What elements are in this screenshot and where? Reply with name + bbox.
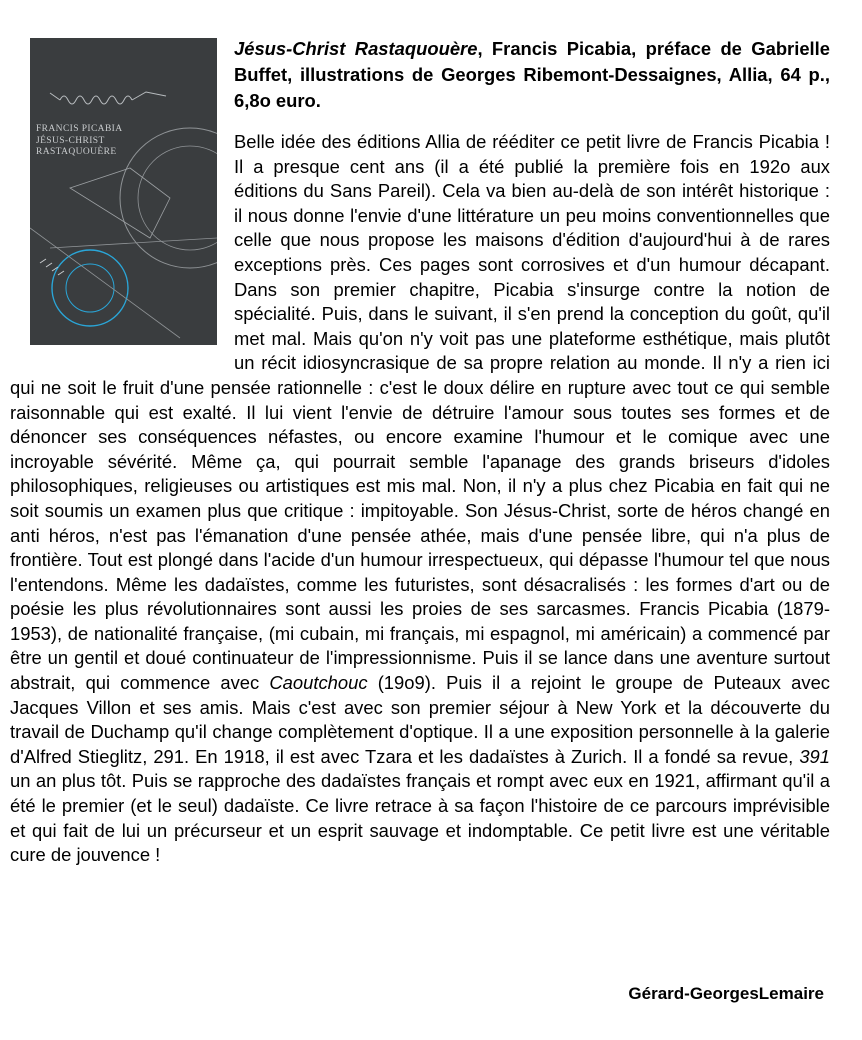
cover-title-line2: RASTAQUOUÈRE — [36, 147, 117, 157]
artwork-title: Caoutchouc — [269, 672, 368, 694]
author-signature: Gérard-GeorgesLemaire — [628, 984, 824, 1003]
cover-title — [36, 124, 123, 159]
review-article — [10, 36, 830, 868]
book-details: , Francis Picabia, préface de Gabrielle Buffet, illustrations de Georges Ribemont-Dessaignes, Allia, 64 p., 6,8o euro. — [234, 38, 831, 111]
book-cover-image — [30, 38, 217, 345]
body-text-part2: (19o9). Puis il a rejoint le groupe de Puteaux avec Jacques Villon et ses amis. Mais c'est avec son premier séjour à New York et la découverte du travail de Duchamp qu'il change complètement d'optique. Il a une exposition personnelle à la galerie d'Alfred Stieglitz, 291. En 1918, il est avec Tzara et les dadaïstes à Zurich. Il a fondé sa revue, — [10, 672, 830, 767]
cover-author: FRANCIS PICABIA — [36, 124, 123, 134]
magazine-title: 391 — [799, 745, 830, 767]
body-text-part1: Belle idée des éditions Allia de rééditer ce petit livre de Francis Picabia ! Il a presque cent ans (il a été publié la première fois en 192o aux éditions du Sans Pareil). Cela va bien au-delà de son intérêt historique : il nous donne l'envie d'une littérature un peu moins conventionnelles que celle que nous propose les maisons d'édition d'aujourd'hui à de rares exceptions près. Ces pages sont corrosives et d'un humour décapant. Dans son premier chapitre, Picabia s'insurge contre la notion de spécialité. Puis, dans le suivant, il s'en prend la conception du goût, qu'il met mal. Mais qu'on n'y voit pas une plateforme esthétique, mais plutôt un récit idiosyncrasique de sa propre relation au monde. Il n'y a rien ici qui ne soit le fruit d'une pensée rationnelle : c'est le doux délire en rupture avec tout ce qui semble raisonnable qui est exalté. Il lui vient l'envie de détruire l'amour sous toutes ses formes et de dénoncer ses conséquences néfastes, ou encore examine l'humour et le comique avec une incroyable sévérité. Même ça, qui pourrait semble l'apanage des grands briseurs d'idoles philosophiques, religieuses ou artistiques est mis mal. Non, il n'y a plus chez Picabia en fait qui ne soit soumis un examen plus que critique : impitoyable. Son Jésus-Christ, sorte de héros changé en anti héros, n'est pas l'émanation d'une pensée athée, mais d'une pensée libre, qui n'a plus de frontière. Tout est plongé dans l'acide d'un humour irrespectueux, qui dépasse l'humour tel que nous l'entendons. Même les dadaïstes, comme les futuristes, sont désacralisés : les formes d'art ou de poésie les plus révolutionnaires sont aussi les proies de ses sarcasmes. Francis Picabia (1879-1953), de nationalité française, (mi cubain, mi français, mi espagnol, mi américain) a commencé par être un gentil et doué continuateur de l'impressionnisme. Puis il se lance dans une aventure surtout abstrait, qui commence avec — [10, 131, 830, 694]
cover-title-line1: JÉSUS-CHRIST — [36, 135, 105, 146]
body-text-part3: un an plus tôt. Puis se rapproche des dadaïstes français et rompt avec eux en 1921, affirmant qu'il a été le premier (et le seul) dadaïste. Ce livre retrace à sa façon l'histoire de ce parcours imprévisible et qui fait de lui un précurseur et un esprit sauvage et indomptable. Ce petit livre est une véritable cure de jouvence ! — [10, 770, 830, 866]
book-title: Jésus-Christ Rastaquouère — [234, 38, 478, 59]
cover-illustration — [30, 38, 217, 345]
